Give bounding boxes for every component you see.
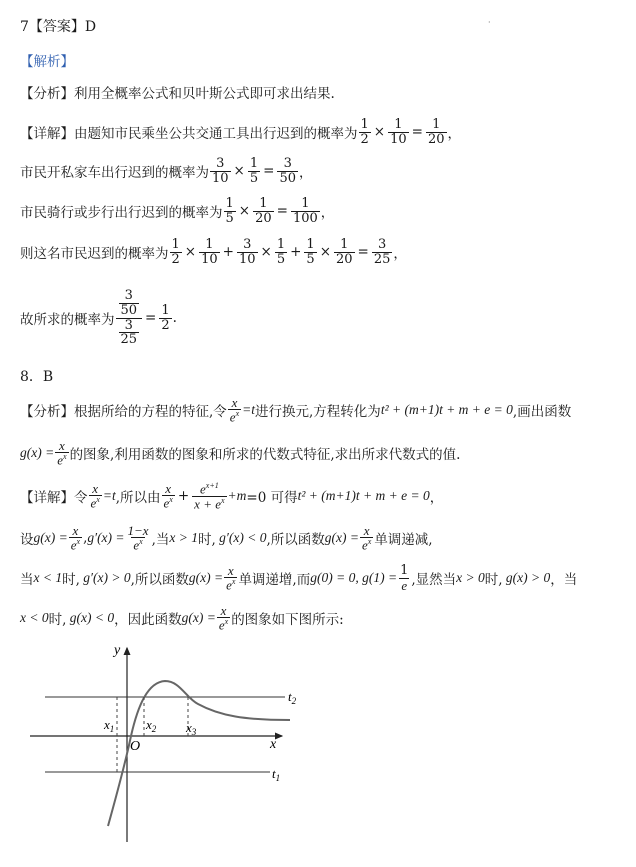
- q8-last: x < 0 时, g(x) < 0 ，因此函数 g(x) = $\frac{x}{e^x}$ 的图象如下图所示:: [20, 602, 344, 633]
- q7-line5: 故所求的概率为 $\frac{\frac{3}{50}}{\frac{3}{25}}$ = $\frac{1}{2}$ .: [20, 288, 177, 348]
- q7-fenxi: 【分析】 利用全概率公式和贝叶斯公式即可求出结果.: [20, 86, 335, 102]
- label-t1: $t_1$: [272, 766, 281, 783]
- label-x: x: [270, 737, 277, 752]
- q7-jiexi: 【解析】: [20, 54, 74, 70]
- q8-fenxi: 【分析】 根据所给的方程的特征,令 $\frac{x}{e^x}$ =t 进行换元,方程转化为 t² + (m+1)t + m + e = 0 ,画出函数: [20, 394, 572, 425]
- q8-she: 设 g(x) = $\frac{x}{e^x}$ , g′(x) = $\frac{1-x}{e^x}$ ,当 x > 1 时, g′(x) < 0 ,所以函数 g(x) = $\frac{x}{e^x}$ 单调递减,: [20, 522, 433, 553]
- q7-line3: 市民骑行或步行出行迟到的概率为 $\frac{1}{5}$ × $\frac{1}{20}$ = $\frac{1}{100}$ ，: [20, 195, 335, 226]
- label-x2: $x_2$: [146, 717, 157, 734]
- label-y: y: [114, 643, 121, 658]
- q8-fenxi-2: g(x) = $\frac{x}{e^x}$ 的图象,利用函数的图象和所求的代数式特征,求出所求代数式的值.: [20, 437, 461, 468]
- q8-xiangjie: 【详解】 令 $\frac{x}{e^x}$ =t ,所以由 $\frac{x}{e^x}$ + $\frac{e^{x+1}}{x + e^x}$ +m =0 可得 t² + (m+1)t + m + e = 0 ，: [20, 480, 444, 511]
- q8-header: 8．B: [20, 369, 54, 385]
- label-origin: O: [130, 739, 141, 754]
- curve-g: [108, 681, 290, 826]
- label-t2: $t_2$: [288, 689, 297, 706]
- q7-line4: 则这名市民迟到的概率为 $\frac{1}{2}$ × $\frac{1}{10}$ + $\frac{3}{10}$ × $\frac{1}{5}$ + $\frac{1}{5}$ × $\frac{1}{20}$ = $\frac{3}{25}$ ，: [20, 236, 407, 267]
- q7-line2: 市民开私家车出行迟到的概率为 $\frac{3}{10}$ × $\frac{1}{5}$ = $\frac{3}{50}$ ，: [20, 155, 313, 186]
- q7-header: 7【答案】D: [20, 19, 97, 35]
- label-x3: $x_3$: [186, 720, 197, 737]
- q7-line1: 【详解】 由题知市民乘坐公共交通工具出行迟到的概率为 $\frac{1}{2}$ × $\frac{1}{10}$ = $\frac{1}{20}$ ，: [20, 116, 461, 147]
- q8-dang: 当 x < 1 时, g′(x) > 0 ,所以函数 g(x) = $\frac{x}{e^x}$ 单调递增,而 g(0) = 0, g(1) = $\frac{1}{e}$ ,显然当 x > 0 时, g(x) > 0 ，当: [20, 562, 578, 593]
- label-x1: $x_1$: [104, 717, 115, 734]
- speck: ·: [488, 18, 491, 27]
